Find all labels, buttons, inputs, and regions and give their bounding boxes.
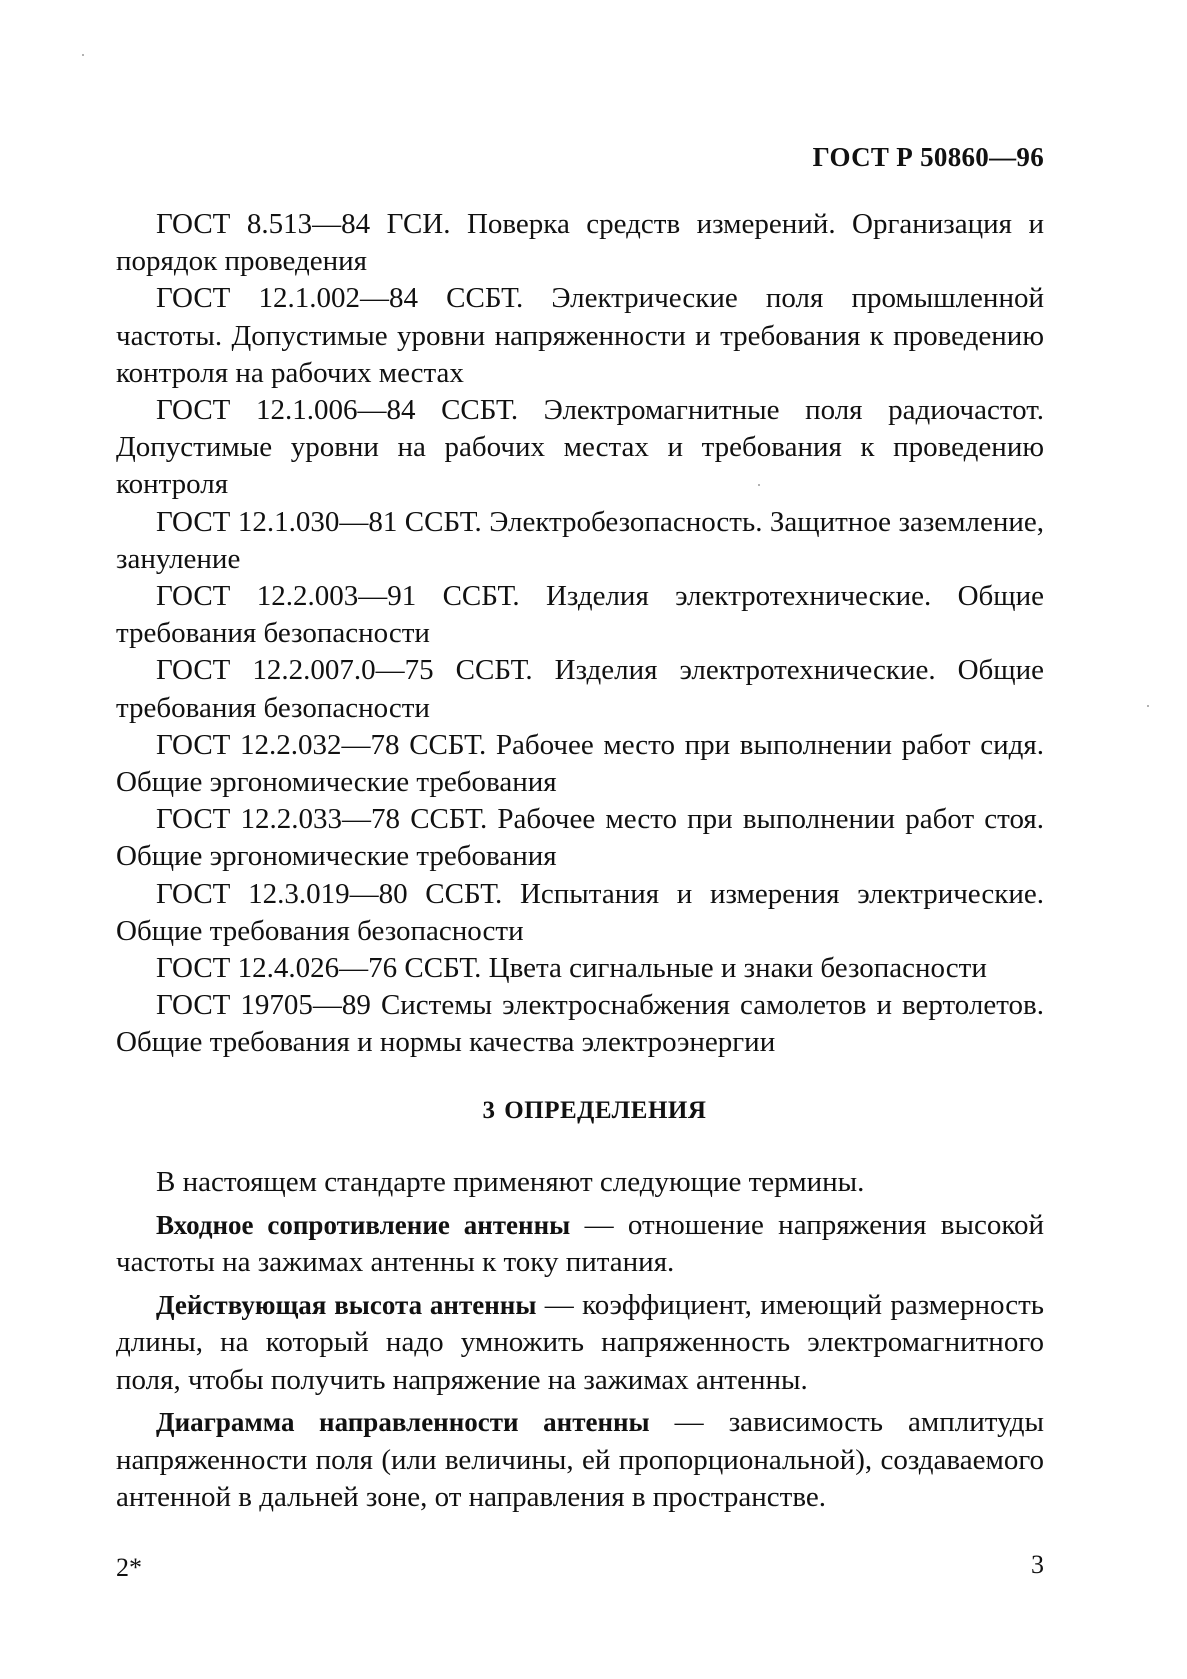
reference-item: ГОСТ 8.513—84 ГСИ. Поверка средств измерений. Организация и порядок проведения <box>116 208 1044 278</box>
definition-text: — коэффициент, имеющий размерность длины, на который надо умножить напряженность электромагнитного поля, чтобы получить напряжение на зажимах антенны. <box>116 1288 1045 1396</box>
reference-item: ГОСТ 12.1.006—84 ССБТ. Электромагнитные поля радиочастот. Допустимые уровни на рабочих местах и требования к проведению контроля <box>116 394 1044 501</box>
scan-speck <box>82 54 84 56</box>
reference-item: ГОСТ 12.2.003—91 ССБТ. Изделия электротехнические. Общие требования безопасности <box>116 580 1044 650</box>
reference-item: ГОСТ 12.2.007.0—75 ССБТ. Изделия электротехнические. Общие требования безопасности <box>116 654 1044 724</box>
reference-item: ГОСТ 12.4.026—76 ССБТ. Цвета сигнальные и знаки безопасности <box>156 952 987 985</box>
scan-speck <box>1147 705 1149 707</box>
page-number: 3 <box>1031 1550 1044 1579</box>
document-code-header: ГОСТ Р 50860—96 <box>812 142 1044 172</box>
reference-item: ГОСТ 12.1.002—84 ССБТ. Электрические поля промышленной частоты. Допустимые уровни напряженности и требования к проведению контроля на рабочих местах <box>116 282 1044 389</box>
reference-item: ГОСТ 12.2.033—78 ССБТ. Рабочее место при выполнении работ стоя. Общие эргономические требования <box>116 803 1044 873</box>
definition-term: Входное сопротивление антенны <box>156 1209 571 1240</box>
definition-item <box>116 1287 1044 1400</box>
section-title: ОПРЕДЕЛЕНИЯ <box>504 1097 707 1124</box>
definition-text: — зависимость амплитуды напряженности поля (или величины, ей пропорциональной), создаваемого антенной в дальней зоне, от направления в пространстве. <box>116 1406 1044 1513</box>
reference-item: ГОСТ 12.3.019—80 ССБТ. Испытания и измерения электрические. Общие требования безопасности <box>116 877 1044 947</box>
definition-item <box>116 1404 1044 1517</box>
reference-item: ГОСТ 12.2.032—78 ССБТ. Рабочее место при выполнении работ сидя. Общие эргономические требования <box>116 728 1044 799</box>
definition-term: Диаграмма направленности антенны <box>156 1407 650 1437</box>
section-number: 3 <box>482 1097 496 1124</box>
signature-mark: 2* <box>116 1553 142 1582</box>
reference-item: ГОСТ 12.1.030—81 ССБТ. Электробезопасность. Защитное заземление, зануление <box>116 505 1044 575</box>
definitions-intro: В настоящем стандарте применяют следующие термины. <box>156 1166 865 1198</box>
definition-text: — отношение напряжения высокой частоты на зажимах антенны к току питания. <box>116 1208 1044 1278</box>
definitions-block <box>116 1164 1044 1522</box>
reference-item: ГОСТ 19705—89 Системы электроснабжения самолетов и вертолетов. Общие требования и нормы качества электроэнергии <box>116 989 1044 1059</box>
scan-speck <box>758 484 760 486</box>
definition-term: Действующая высота антенны <box>156 1289 537 1320</box>
normative-references-list <box>116 206 1044 1062</box>
section-heading <box>0 1097 1187 1125</box>
definition-item <box>116 1207 1044 1282</box>
